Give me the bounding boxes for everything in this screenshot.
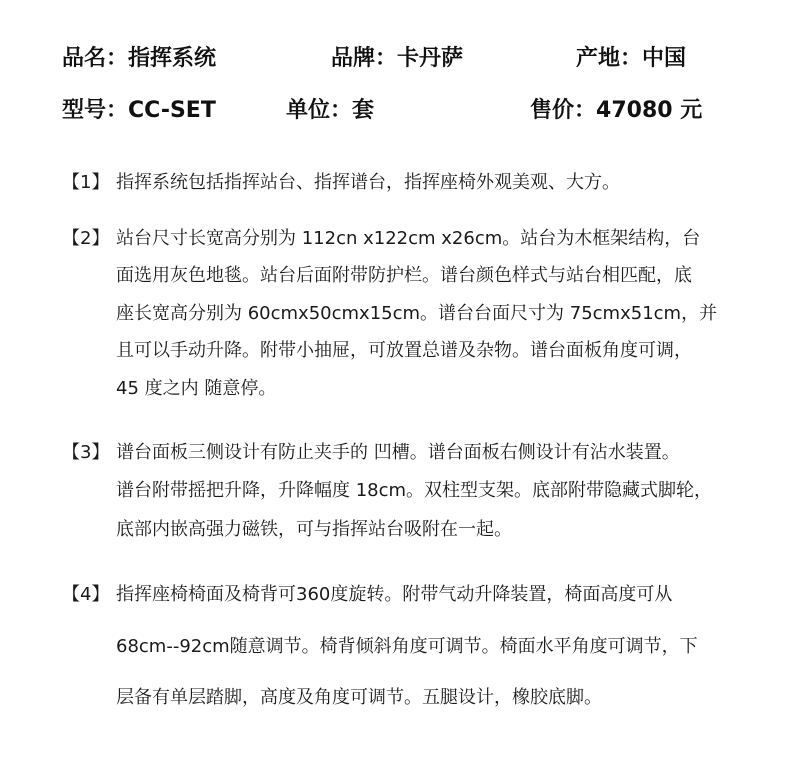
item-text-line: 45 度之内 随意停。 [116,378,277,399]
item-text-line: 谱台附带摇把升降，升降幅度 18cm。双柱型支架。底部附带隐藏式脚轮， [116,480,713,501]
spec-separator: ： [574,98,597,123]
item-text-line: 面选用灰色地毯。站台后面附带防护栏。谱台颜色样式与站台相匹配，底 [116,265,692,286]
spec-value: 中国 [642,46,687,71]
spec-label: 单位 [286,98,331,123]
spec-label: 品名 [62,46,107,71]
spec-separator: ： [106,46,129,71]
spec-value: CC-SET [128,98,216,123]
spec-separator: ： [375,46,398,71]
item-text-line: 站台尺寸长宽高分别为 112cn x122cm x26cm。站台为木框架结构，台 [116,228,701,249]
spec-value: 47080 元 [596,98,703,123]
spec-label: 产地 [576,46,621,71]
spec-unit [286,96,374,126]
spec-value: 套 [352,98,375,123]
spec-price [530,96,702,126]
spec-separator: ： [330,98,353,123]
item-text-line: 指挥座椅椅面及椅背可360度旋转。附带气动升降装置，椅面高度可从 [116,584,673,605]
item-number: 【3】 [62,442,110,463]
item-text-line: 底部内嵌高强力磁铁，可与指挥站台吸附在一起。 [116,519,512,540]
item-text-line: 谱台面板三侧设计有防止夹手的 凹槽。谱台面板右侧设计有沾水装置。 [116,442,680,463]
spec-label: 品牌 [331,46,376,71]
spec-origin [576,44,686,74]
item-text-line: 座长宽高分别为 60cmx50cmx15cm。谱台台面尺寸为 75cmx51cm，并 [116,303,718,324]
item-number: 【1】 [62,172,110,193]
item-text-line: 68cm--92cm随意调节。椅背倾斜角度可调节。椅面水平角度可调节，下 [116,636,698,657]
item-text-line: 层备有单层踏脚，高度及角度可调节。五腿设计，橡胶底脚。 [116,687,602,708]
item-number: 【4】 [62,584,110,605]
spec-separator: ： [106,98,129,123]
spec-product-name [62,44,216,74]
spec-value: 卡丹萨 [397,46,464,71]
spec-separator: ： [620,46,643,71]
spec-label: 售价 [530,98,575,123]
item-text-line: 指挥系统包括指挥站台、指挥谱台，指挥座椅外观美观、大方。 [116,172,620,193]
spec-model [62,96,216,126]
item-text-line: 且可以手动升降。附带小抽屉，可放置总谱及杂物。谱台面板角度可调， [116,340,692,361]
spec-value: 指挥系统 [128,46,217,71]
item-number: 【2】 [62,228,110,249]
spec-brand [331,44,463,74]
spec-label: 型号 [62,98,107,123]
